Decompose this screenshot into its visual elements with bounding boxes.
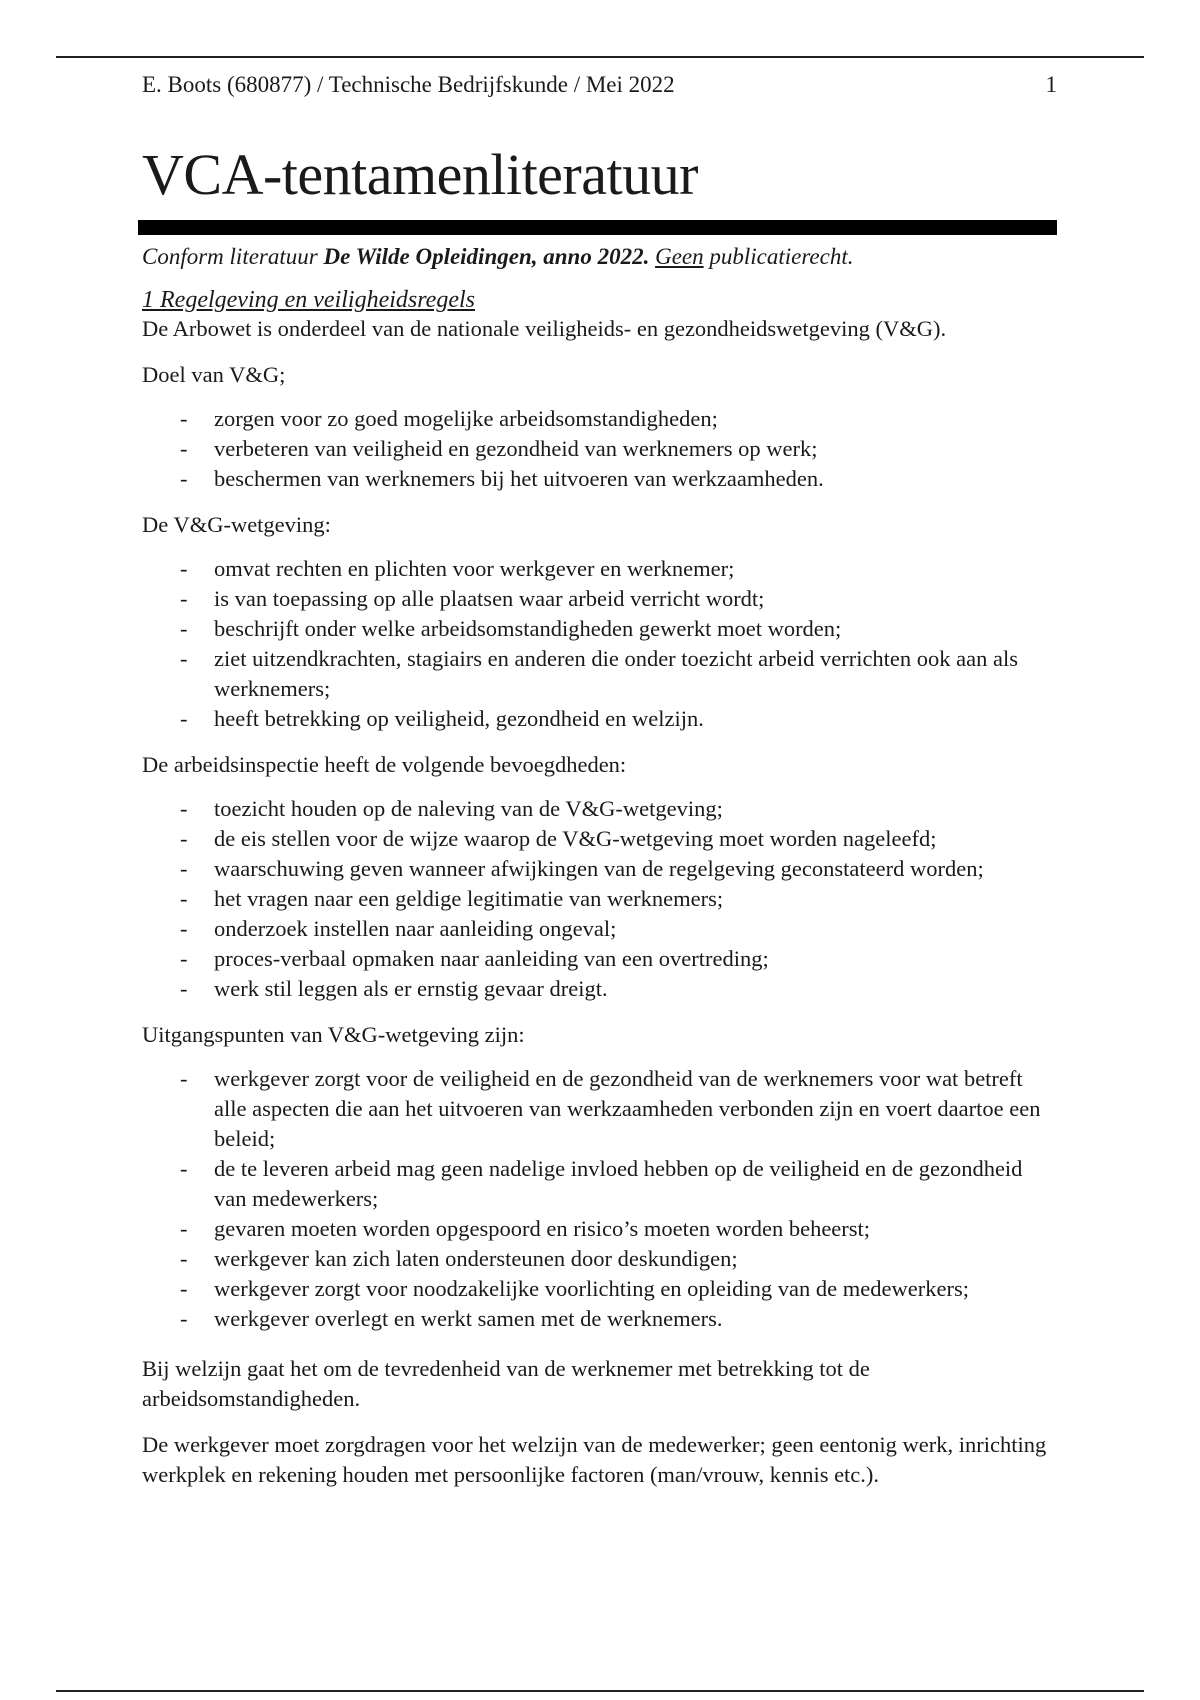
list-item (142, 974, 1057, 1004)
list-item (142, 884, 1057, 914)
intro-paragraph: De Arbowet is onderdeel van de nationale veiligheids- en gezondheidswetgeving (V&G). (142, 316, 947, 341)
wetgeving-list (142, 554, 1057, 734)
list-item-text: het vragen naar een geldige legitimatie van werknemers; (214, 886, 724, 911)
subtitle-underlined: Geen (655, 244, 704, 269)
list-marker: - (180, 1276, 188, 1301)
list-marker: - (180, 1066, 188, 1091)
list-marker: - (180, 646, 188, 671)
list-item-text: is van toepassing op alle plaatsen waar arbeid verricht wordt; (214, 586, 765, 611)
list-item-text: de te leveren arbeid mag geen nadelige invloed hebben op de veiligheid en de gezondheid van medewerkers; (214, 1156, 1023, 1211)
list-marker: - (180, 826, 188, 851)
list-item (142, 404, 1057, 434)
list-item (142, 704, 1057, 734)
top-rule (56, 56, 1144, 58)
inspectie-list (142, 794, 1057, 1004)
page-number: 1 (1045, 72, 1057, 97)
list-marker: - (180, 1246, 188, 1271)
author-line: E. Boots (680877) / Technische Bedrijfskunde / Mei 2022 (142, 72, 675, 97)
list-marker: - (180, 856, 188, 881)
welzijn-paragraph: Bij welzijn gaat het om de tevredenheid van de werknemer met betrekking tot de arbeidsomstandigheden. (142, 1356, 870, 1411)
list-item-text: verbeteren van veiligheid en gezondheid van werknemers op werk; (214, 436, 818, 461)
list-item-text: ziet uitzendkrachten, stagiairs en anderen die onder toezicht arbeid verrichten ook aan als werknemers; (214, 646, 1019, 701)
list-item-text: werkgever zorgt voor de veiligheid en de gezondheid van de werknemers voor wat betreft alle aspecten die aan het uitvoeren van werkzaamheden verbonden zijn en voert daartoe een beleid; (214, 1066, 1041, 1151)
list-item (142, 644, 1057, 704)
list-item-text: beschrijft onder welke arbeidsomstandigheden gewerkt moet worden; (214, 616, 842, 641)
list-item-text: omvat rechten en plichten voor werkgever en werknemer; (214, 556, 735, 581)
subtitle-prefix: Conform literatuur (142, 244, 318, 269)
list-marker: - (180, 886, 188, 911)
list-item-text: beschermen van werknemers bij het uitvoeren van werkzaamheden. (214, 466, 824, 491)
list-marker: - (180, 706, 188, 731)
list-item (142, 1154, 1057, 1214)
list-item (142, 1064, 1057, 1154)
list-item-text: zorgen voor zo goed mogelijke arbeidsomstandigheden; (214, 406, 718, 431)
subtitle-source: De Wilde Opleidingen, anno 2022. (323, 244, 650, 269)
doel-label: Doel van V&G; (142, 362, 286, 387)
list-item (142, 824, 1057, 854)
list-item-text: de eis stellen voor de wijze waarop de V&G-wetgeving moet worden nageleefd; (214, 826, 937, 851)
wetgeving-label: De V&G-wetgeving: (142, 512, 331, 537)
list-item (142, 854, 1057, 884)
title-bar (138, 220, 1057, 235)
list-item (142, 464, 1057, 494)
list-item-text: gevaren moeten worden opgespoord en risico’s moeten worden beheerst; (214, 1216, 871, 1241)
list-item-text: waarschuwing geven wanneer afwijkingen van de regelgeving geconstateerd worden; (214, 856, 984, 881)
list-item (142, 914, 1057, 944)
inspectie-label: De arbeidsinspectie heeft de volgende bevoegdheden: (142, 752, 627, 777)
list-item (142, 1274, 1057, 1304)
list-marker: - (180, 1156, 188, 1181)
document-page (142, 70, 1057, 1490)
list-marker: - (180, 946, 188, 971)
list-item-text: werkgever kan zich laten ondersteunen door deskundigen; (214, 1246, 738, 1271)
list-item (142, 584, 1057, 614)
list-marker: - (180, 1216, 188, 1241)
list-marker: - (180, 406, 188, 431)
list-marker: - (180, 916, 188, 941)
list-item-text: werkgever zorgt voor noodzakelijke voorlichting en opleiding van de medewerkers; (214, 1276, 969, 1301)
list-marker: - (180, 796, 188, 821)
list-marker: - (180, 436, 188, 461)
werkgever-paragraph: De werkgever moet zorgdragen voor het welzijn van de medewerker; geen eentonig werk, inrichting werkplek en rekening houden met persoonlijke factoren (man/vrouw, kennis etc.). (142, 1432, 1047, 1487)
list-item (142, 1304, 1057, 1334)
list-marker: - (180, 1306, 188, 1331)
list-marker: - (180, 616, 188, 641)
list-item-text: werk stil leggen als er ernstig gevaar dreigt. (214, 976, 608, 1001)
list-item (142, 554, 1057, 584)
subtitle-suffix: publicatierecht. (709, 244, 854, 269)
list-item (142, 944, 1057, 974)
list-item (142, 1244, 1057, 1274)
list-item-text: onderzoek instellen naar aanleiding ongeval; (214, 916, 617, 941)
document-title: VCA-tentamenliteratuur (142, 142, 698, 207)
list-marker: - (180, 976, 188, 1001)
list-marker: - (180, 586, 188, 611)
subtitle (142, 243, 1057, 271)
list-item-text: toezicht houden op de naleving van de V&G-wetgeving; (214, 796, 723, 821)
list-marker: - (180, 556, 188, 581)
list-item (142, 614, 1057, 644)
list-item-text: werkgever overlegt en werkt samen met de werknemers. (214, 1306, 723, 1331)
list-item-text: proces-verbaal opmaken naar aanleiding van een overtreding; (214, 946, 769, 971)
uitgangspunten-label: Uitgangspunten van V&G-wetgeving zijn: (142, 1022, 525, 1047)
bottom-rule (56, 1690, 1144, 1692)
list-item (142, 434, 1057, 464)
list-marker: - (180, 466, 188, 491)
list-item (142, 794, 1057, 824)
list-item-text: heeft betrekking op veiligheid, gezondheid en welzijn. (214, 706, 704, 731)
page-header (142, 70, 1057, 100)
section-heading: 1 Regelgeving en veiligheidsregels (142, 287, 475, 313)
list-item (142, 1214, 1057, 1244)
uitgangspunten-list (142, 1064, 1057, 1334)
doel-list (142, 404, 1057, 494)
